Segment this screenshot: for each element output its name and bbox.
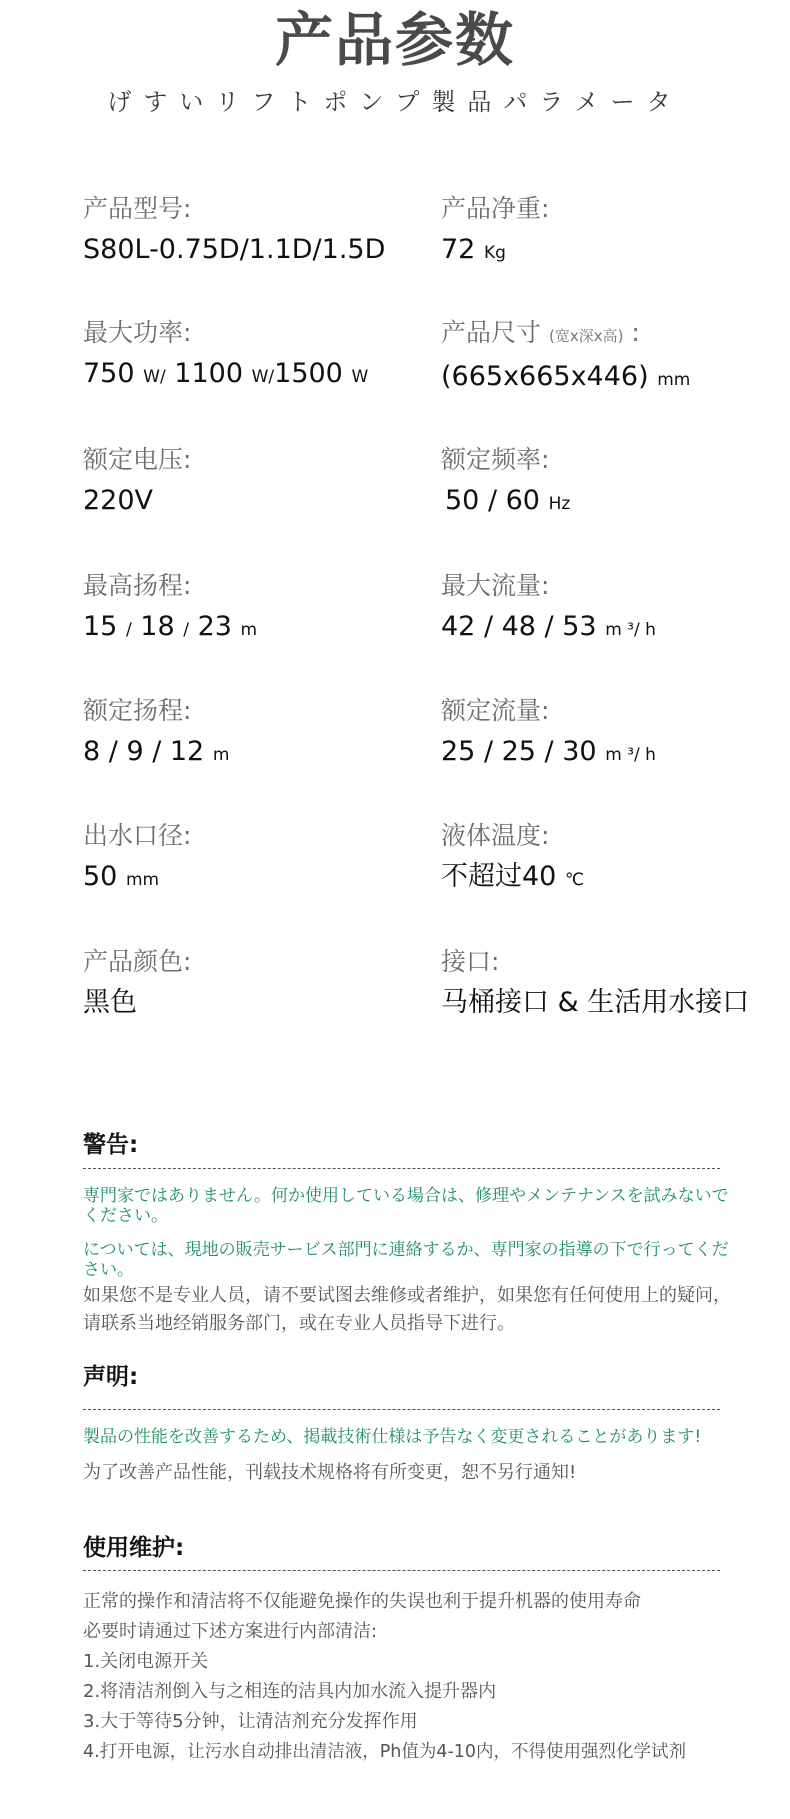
statement-title: 声明: <box>83 1364 139 1390</box>
spec-liquid-temp-label: 液体温度: <box>441 821 550 850</box>
spec-size-value-line <box>441 357 690 400</box>
spec-frequency-unit: Hz <box>548 494 571 514</box>
statement-jp: 製品の性能を改善するため、掲載技術仕様は予告なく変更されることがあります! <box>83 1427 702 1447</box>
maintenance-line: 3.大于等待5分钟，让清洁剂充分发挥作用 <box>83 1711 418 1732</box>
spec-frequency-value: 50 / 60 <box>445 485 540 516</box>
spec-power-unit-2: W/ <box>251 367 275 387</box>
maintenance-line: 2.将清洁剂倒入与之相连的洁具内加水流入提升器内 <box>83 1681 497 1702</box>
spec-size-label-colon: : <box>631 318 640 347</box>
spec-power-value-line <box>83 354 368 397</box>
maintenance-line: 必要时请通过下述方案进行内部清洁: <box>83 1621 378 1642</box>
spec-frequency-value-line <box>441 481 570 524</box>
spec-liquid-temp-value: 不超过40 <box>441 861 557 892</box>
spec-max-head-value-1: 15 <box>83 611 118 642</box>
spec-power-value-3: 1500 <box>274 358 343 389</box>
spec-color <box>83 945 191 1023</box>
warning-divider <box>83 1168 720 1169</box>
spec-max-head-value-2: 18 <box>140 611 175 642</box>
spec-max-flow-value: 42 / 48 / 53 <box>441 611 597 642</box>
spec-size-value: (665x665x446) <box>441 361 649 392</box>
spec-weight-value: 72 <box>441 234 476 265</box>
spec-weight <box>441 192 549 273</box>
spec-color-label: 产品颜色: <box>83 947 192 976</box>
spec-power-unit-3: W <box>351 367 369 387</box>
maintenance-title: 使用维护: <box>83 1535 185 1561</box>
spec-size-label-line <box>441 316 690 353</box>
warning-jp-line-2: については、現地の販売サービス部門に連絡するか、専門家の指導の下で行ってください。 <box>83 1240 729 1280</box>
maintenance-line: 4.打开电源，让污水自动排出清洁液，Ph值为4-10内，不得使用强烈化学试剂 <box>83 1742 687 1762</box>
page-title: 产品参数 <box>274 6 515 74</box>
spec-rated-flow <box>441 694 656 775</box>
spec-model <box>83 192 385 270</box>
spec-rated-head-label: 额定扬程: <box>83 696 192 725</box>
spec-interface <box>441 945 749 1023</box>
spec-outlet-label: 出水口径: <box>83 821 192 850</box>
spec-max-head <box>83 569 257 650</box>
spec-max-head-value-3: 23 <box>197 611 232 642</box>
spec-weight-value-line <box>441 230 549 273</box>
spec-max-head-sep-2: / <box>183 620 189 640</box>
spec-voltage-label: 额定电压: <box>83 445 192 474</box>
spec-model-value: S80L-0.75D/1.1D/1.5D <box>83 234 386 265</box>
spec-rated-flow-value-line <box>441 732 656 775</box>
spec-rated-head <box>83 694 229 775</box>
spec-rated-flow-value: 25 / 25 / 30 <box>441 736 597 767</box>
warning-jp-line-1: 専門家ではありません。何か使用している場合は、修理やメンテナンスを試みないでください。 <box>83 1186 729 1226</box>
spec-rated-flow-label: 额定流量: <box>441 696 550 725</box>
maintenance-list <box>83 1587 783 1767</box>
maintenance-line: 1.关闭电源开关 <box>83 1651 209 1672</box>
spec-rated-flow-unit: m ³/ h <box>605 745 656 765</box>
spec-power-value-1: 750 <box>83 358 135 389</box>
spec-rated-head-value-line <box>83 732 229 775</box>
spec-liquid-temp <box>441 819 584 900</box>
page-subtitle: げすいリフトポンプ製品パラメータ <box>107 88 683 116</box>
spec-max-head-label: 最高扬程: <box>83 571 192 600</box>
spec-power <box>83 316 368 397</box>
spec-weight-label: 产品净重: <box>441 194 550 223</box>
spec-size-label: 产品尺寸 <box>441 318 542 347</box>
spec-model-label: 产品型号: <box>83 194 192 223</box>
spec-voltage <box>83 443 191 521</box>
spec-max-flow-label: 最大流量: <box>441 571 550 600</box>
spec-outlet-unit: mm <box>125 870 160 890</box>
spec-max-flow-unit: m ³/ h <box>605 620 656 640</box>
spec-max-head-sep-1: / <box>125 620 132 640</box>
spec-max-flow-value-line <box>441 607 656 650</box>
spec-weight-unit: Kg <box>483 243 506 263</box>
spec-interface-value: 马桶接口 & 生活用水接口 <box>441 987 750 1018</box>
spec-liquid-temp-unit: ℃ <box>564 870 585 890</box>
spec-frequency <box>441 443 570 524</box>
spec-power-label: 最大功率: <box>83 318 192 347</box>
spec-size-label-note: (宽x深x高) <box>548 327 624 345</box>
maintenance-divider <box>83 1570 720 1571</box>
warning-cn: 如果您不是专业人员，请不要试图去维修或者维护，如果您有任何使用上的疑问，请联系当地经销服务部门，或在专业人员指导下进行。 <box>83 1285 731 1334</box>
spec-rated-head-unit: m <box>212 745 230 765</box>
warning-title: 警告: <box>83 1132 139 1158</box>
spec-max-head-unit: m <box>240 620 258 640</box>
spec-liquid-temp-value-line <box>441 857 584 900</box>
spec-power-unit-1: W/ <box>143 367 166 387</box>
spec-size <box>441 316 690 400</box>
spec-max-head-value-line <box>83 607 257 650</box>
spec-frequency-label: 额定频率: <box>441 445 550 474</box>
spec-color-value: 黑色 <box>83 987 137 1018</box>
spec-size-unit: mm <box>657 370 691 390</box>
spec-outlet-value-line <box>83 857 191 900</box>
spec-outlet <box>83 819 191 900</box>
spec-rated-head-value: 8 / 9 / 12 <box>83 736 205 767</box>
statement-cn: 为了改善产品性能，刊载技术规格将有所变更，恕不另行通知! <box>83 1462 577 1483</box>
spec-voltage-value: 220V <box>83 485 154 516</box>
spec-interface-label: 接口: <box>441 947 500 976</box>
spec-outlet-value: 50 <box>83 861 118 892</box>
spec-power-value-2: 1100 <box>174 358 243 389</box>
maintenance-line: 正常的操作和清洁将不仅能避免操作的失误也利于提升机器的使用寿命 <box>83 1591 641 1612</box>
statement-divider <box>83 1409 720 1410</box>
spec-max-flow <box>441 569 656 650</box>
